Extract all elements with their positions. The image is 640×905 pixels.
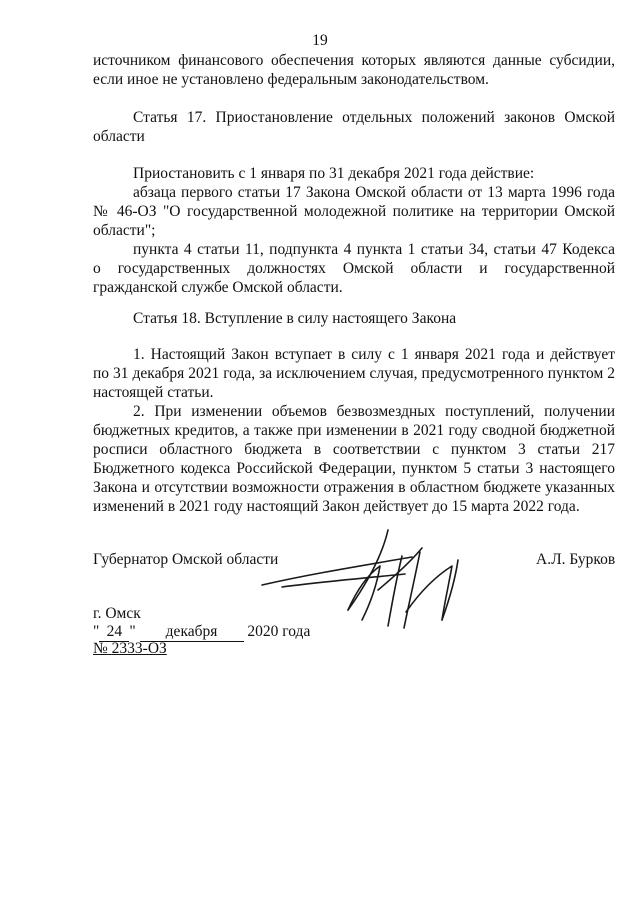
city: г. Омск bbox=[93, 605, 141, 622]
signatory-name: А.Л. Бурков bbox=[536, 551, 616, 568]
paragraph-line: 2. При изменении объемов безвозмездных поступлений, получении bbox=[133, 403, 615, 420]
paragraph-line: абзаца первого статьи 17 Закона Омской области от 13 марта 1996 года bbox=[133, 184, 615, 201]
paragraph-line: изменений в 2021 году настоящий Закон действует до 15 марта 2022 года. bbox=[93, 498, 580, 515]
paragraph-line: бюджетных кредитов, а также при изменении в 2021 году сводной бюджетной bbox=[93, 422, 615, 439]
article-18-heading: Статья 18. Вступление в силу настоящего Закона bbox=[133, 310, 457, 327]
paragraph-line: 1. Настоящий Закон вступает в силу с 1 января 2021 года и действует bbox=[133, 346, 615, 363]
paragraph-line: настоящей статьи. bbox=[93, 384, 214, 401]
paragraph-line: Бюджетного кодекса Российской Федерации, пунктом 5 статьи 3 настоящего bbox=[93, 460, 615, 477]
paragraph-line: по 31 декабря 2021 года, за исключением случая, предусмотренного пунктом 2 bbox=[93, 365, 615, 382]
date-day: 24 bbox=[99, 623, 129, 642]
date-line: " 24 " декабря 2020 года bbox=[93, 623, 311, 640]
article-17-heading-cont: области bbox=[93, 128, 145, 145]
paragraph-line: пункта 4 статьи 11, подпункта 4 пункта 1 статьи 34, статьи 47 Кодекса bbox=[133, 241, 615, 258]
page-number: 19 bbox=[312, 32, 328, 49]
paragraph-line: источником финансового обеспечения которых являются данные субсидии, bbox=[93, 52, 615, 69]
paragraph-line: Приостановить с 1 января по 31 декабря 2021 года действие: bbox=[133, 165, 535, 182]
paragraph-line: росписи областного бюджета в соответствии с пунктом 3 статьи 217 bbox=[93, 441, 615, 458]
paragraph-line: о государственных должностях Омской области и государственной bbox=[93, 260, 615, 277]
article-17-heading: Статья 17. Приостановление отдельных положений законов Омской bbox=[133, 109, 615, 126]
paragraph-line: № 46-ОЗ "О государственной молодежной политике на территории Омской bbox=[93, 203, 615, 220]
law-number-prefix: № bbox=[93, 640, 108, 657]
paragraph-line: области"; bbox=[93, 222, 156, 239]
paragraph-line: гражданской службе Омской области. bbox=[93, 279, 343, 296]
date-year: 2020 года bbox=[247, 623, 311, 640]
paragraph-line: Закона и отсутствии возможности отражения в областном бюджете указанных bbox=[93, 479, 615, 496]
date-month: декабря bbox=[140, 623, 244, 642]
signatory-position: Губернатор Омской области bbox=[93, 551, 279, 568]
paragraph-line: если иное не установлено федеральным законодательством. bbox=[93, 71, 489, 88]
law-number-value: 2333-ОЗ bbox=[111, 640, 167, 657]
law-number bbox=[93, 640, 167, 658]
